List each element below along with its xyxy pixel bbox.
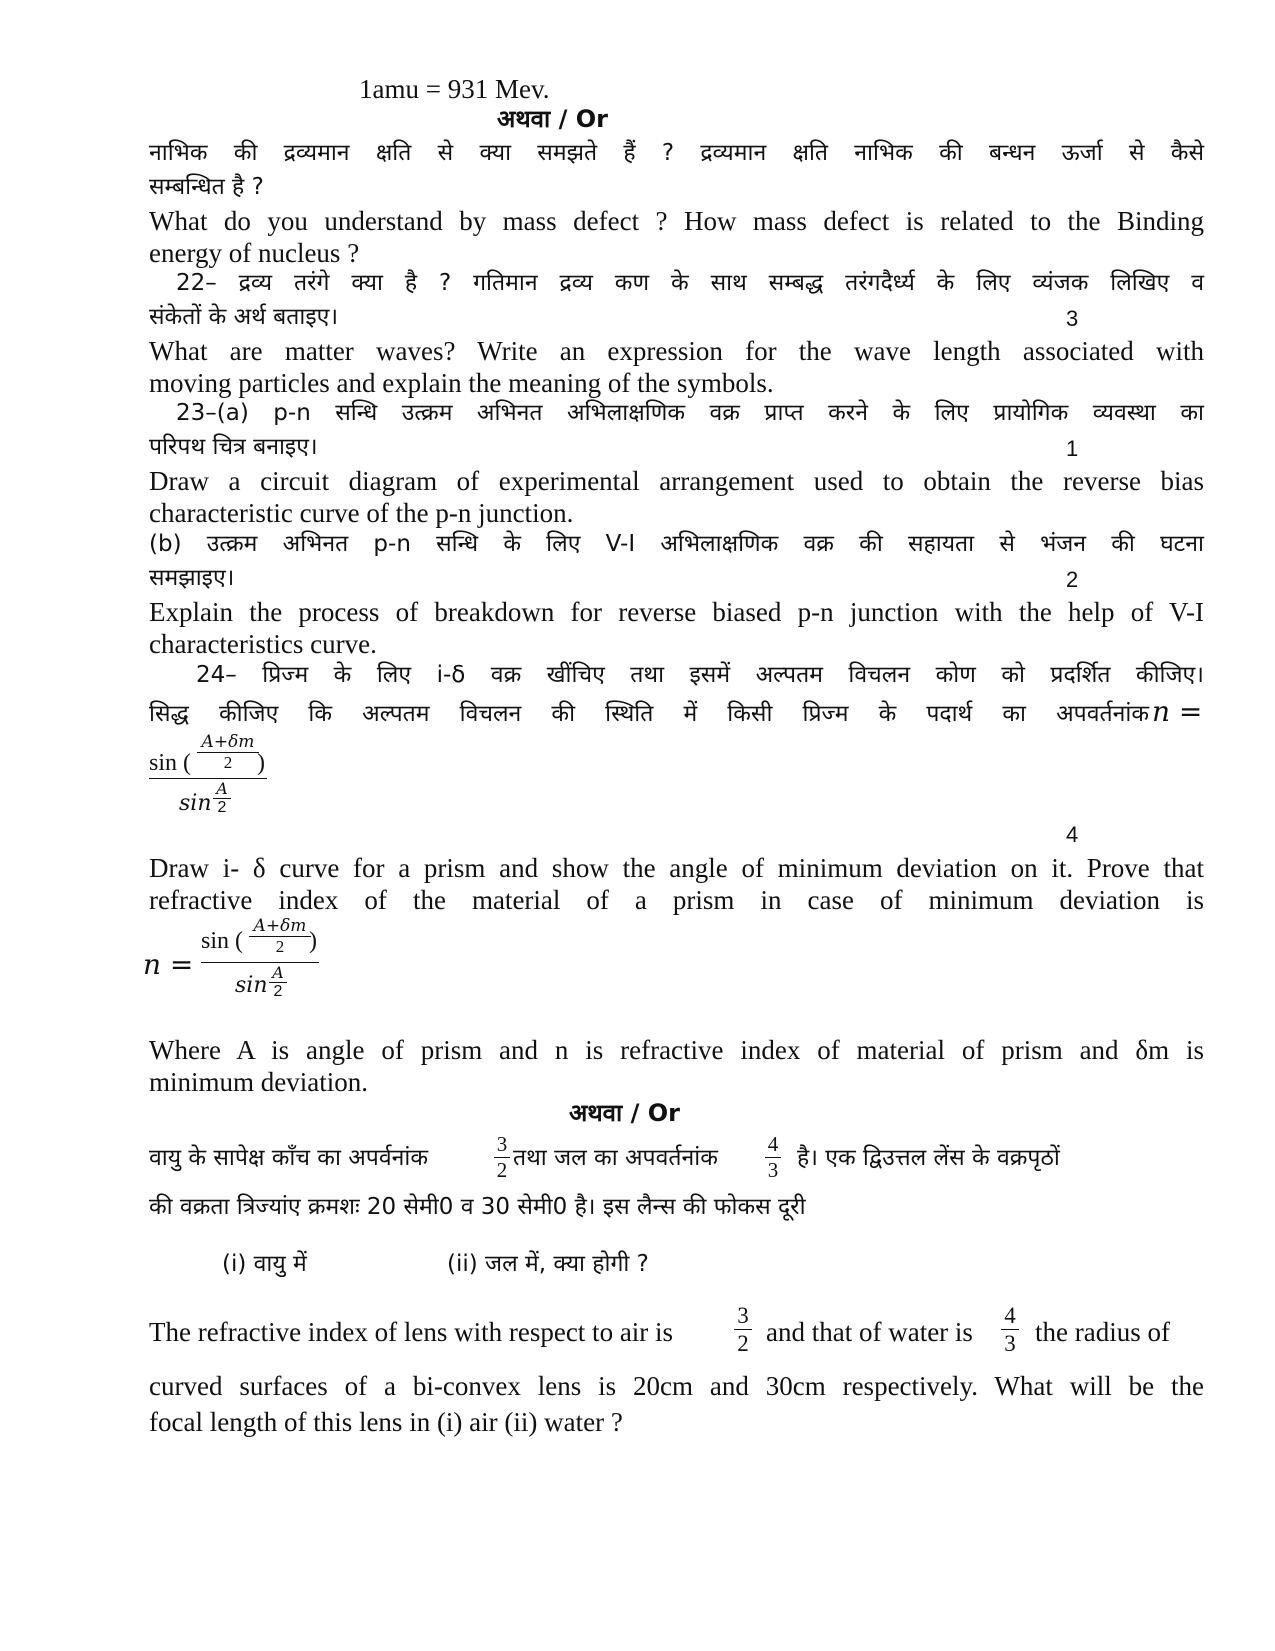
q24-english-line-1: Draw i- δ curve for a prism and show the angle of minimum deviation on it. Prove that: [149, 853, 1204, 883]
fraction-numerator: 3: [737, 1303, 749, 1328]
alt-hindi-line-3a: (i) वायु में: [222, 1251, 307, 1277]
formula-1-inner-num: A+δm: [201, 732, 255, 752]
q23a-marks: 1: [1066, 436, 1079, 461]
formula-1-den-den: 2: [217, 799, 227, 816]
alt-hindi-line-1c: है। एक द्विउत्तल लेंस के वक्रपृठों: [797, 1145, 1060, 1171]
formula-2-lhs: n =: [143, 948, 194, 981]
q24-english-line-4: minimum deviation.: [149, 1067, 368, 1097]
fraction-3-2-english: [734, 1304, 752, 1355]
formula-1-inner-den: 2: [223, 753, 233, 772]
formula-1-den-num: A: [216, 779, 228, 798]
q21-english-line-2: energy of nucleus ?: [149, 238, 360, 268]
fraction-denominator: 3: [1004, 1331, 1016, 1356]
q22-hindi-line-2: संकेतों के अर्थ बताइए।: [149, 304, 339, 330]
or-heading-2: अथवा / Or: [569, 1099, 680, 1127]
fraction-numerator: 3: [496, 1132, 508, 1156]
q24-n-equals: n =: [1152, 695, 1203, 728]
q24-hindi-line-1: 24– प्रिज्म के लिए i-δ वक्र खींचिए तथा इसमें अल्पतम विचलन कोण को प्रदर्शित कीजिए।: [196, 662, 1204, 688]
alt-english-line-1c: the radius of: [1035, 1317, 1170, 1347]
fraction-denominator: 2: [737, 1331, 749, 1356]
q23a-hindi-line-1: 23–(a) p-n सन्धि उत्क्रम अभिनत अभिलाक्षणिक वक्र प्राप्त करने के लिए प्रायोगिक व्यवस्था का: [176, 400, 1204, 426]
q23b-hindi-line-2: समझाइए।: [149, 565, 235, 591]
alt-english-line-1a: The refractive index of lens with respect to air is: [149, 1317, 674, 1347]
formula-2: [143, 918, 343, 1010]
formula-1-den-sin: sin: [179, 791, 212, 816]
formula-2-den-fraction: [269, 963, 287, 1001]
q23a-hindi-line-2: परिपथ चित्र बनाइए।: [149, 434, 318, 460]
fraction-numerator: 4: [1004, 1303, 1016, 1328]
q24-english-line-3: Where A is angle of prism and n is refractive index of material of prism and δm is: [149, 1035, 1204, 1065]
q23b-english-line-2: characteristics curve.: [149, 629, 377, 659]
alt-hindi-line-2: की वक्रता त्रिज्यांए क्रमशः 20 सेमी0 व 30 सेमी0 है। इस लैन्स की फोकस दूरी: [149, 1194, 806, 1220]
q21-hindi-line-2: सम्बन्धित है ?: [149, 174, 264, 200]
formula-1: [149, 732, 269, 825]
formula-2-close: ): [309, 928, 317, 954]
fraction-4-3-english: [1001, 1304, 1019, 1355]
q21-hindi-line-1: नाभिक की द्रव्यमान क्षति से क्या समझते हैं ? द्रव्यमान क्षति नाभिक की बन्धन ऊर्जा से कैसे: [149, 140, 1204, 166]
formula-2-inner-den: 2: [275, 937, 285, 956]
q22-hindi-line-1: 22– द्रव्य तरंगे क्या है ? गतिमान द्रव्य कण के साथ सम्बद्ध तरंगदैर्ध्य के लिए व्यंजक लिखिए व: [176, 270, 1204, 296]
formula-1-sin: sin (: [149, 750, 191, 776]
q24-english-line-2: refractive index of the material of a prism in case of minimum deviation is: [149, 885, 1204, 915]
formula-1-den-fraction: [213, 779, 231, 817]
formula-1-inner-fraction: [197, 732, 259, 773]
q24-hindi-line-2: सिद्ध कीजिए कि अल्पतम विचलन की स्थिति में किसी प्रिज्म के पदार्थ का अपवर्तनांक: [149, 701, 1149, 727]
fraction-denominator: 2: [496, 1158, 508, 1182]
fraction-denominator: 3: [767, 1158, 779, 1182]
alt-english-line-2: curved surfaces of a bi-convex lens is 20cm and 30cm respectively. What will be the: [149, 1371, 1204, 1401]
formula-2-inner-fraction: [249, 916, 311, 957]
fraction-3-2-hindi: [494, 1134, 510, 1181]
formula-2-inner-num: A+δm: [253, 916, 307, 936]
formula-2-den-sin: sin: [235, 973, 268, 998]
formula-2-sin: sin (: [201, 928, 243, 954]
amu-equation: 1amu = 931 Mev.: [359, 74, 550, 104]
q23a-english-line-2: characteristic curve of the p-n junction.: [149, 498, 574, 528]
fraction-4-3-hindi: [765, 1134, 781, 1181]
formula-1-close: ): [257, 750, 265, 776]
or-heading-1: अथवा / Or: [497, 105, 608, 133]
alt-english-line-1b: and that of water is: [766, 1317, 973, 1347]
q24-marks: 4: [1066, 822, 1079, 847]
q23a-english-line-1: Draw a circuit diagram of experimental arrangement used to obtain the reverse bias: [149, 466, 1204, 496]
alt-hindi-line-1b: तथा जल का अपवर्तनांक: [513, 1145, 718, 1171]
alt-hindi-line-1a: वायु के सापेक्ष काँच का अपर्वनांक: [149, 1145, 429, 1171]
q23b-hindi-line-1: (b) उत्क्रम अभिनत p-n सन्धि के लिए V-I अभिलाक्षणिक वक्र की सहायता से भंजन की घटना: [149, 531, 1204, 557]
q22-english-line-1: What are matter waves? Write an expression for the wave length associated with: [149, 336, 1204, 366]
q22-english-line-2: moving particles and explain the meaning of the symbols.: [149, 368, 774, 398]
alt-english-line-3: focal length of this lens in (i) air (ii) water ?: [149, 1407, 623, 1437]
q23b-english-line-1: Explain the process of breakdown for reverse biased p-n junction with the help of V-I: [149, 597, 1204, 627]
fraction-numerator: 4: [767, 1132, 779, 1156]
formula-2-den-den: 2: [273, 983, 283, 1000]
formula-2-den-num: A: [272, 963, 284, 982]
q21-english-line-1: What do you understand by mass defect ? How mass defect is related to the Binding: [149, 206, 1204, 236]
alt-hindi-line-3b: (ii) जल में, क्या होगी ?: [447, 1251, 649, 1277]
q22-marks: 3: [1066, 306, 1079, 331]
q23b-marks: 2: [1066, 567, 1079, 592]
